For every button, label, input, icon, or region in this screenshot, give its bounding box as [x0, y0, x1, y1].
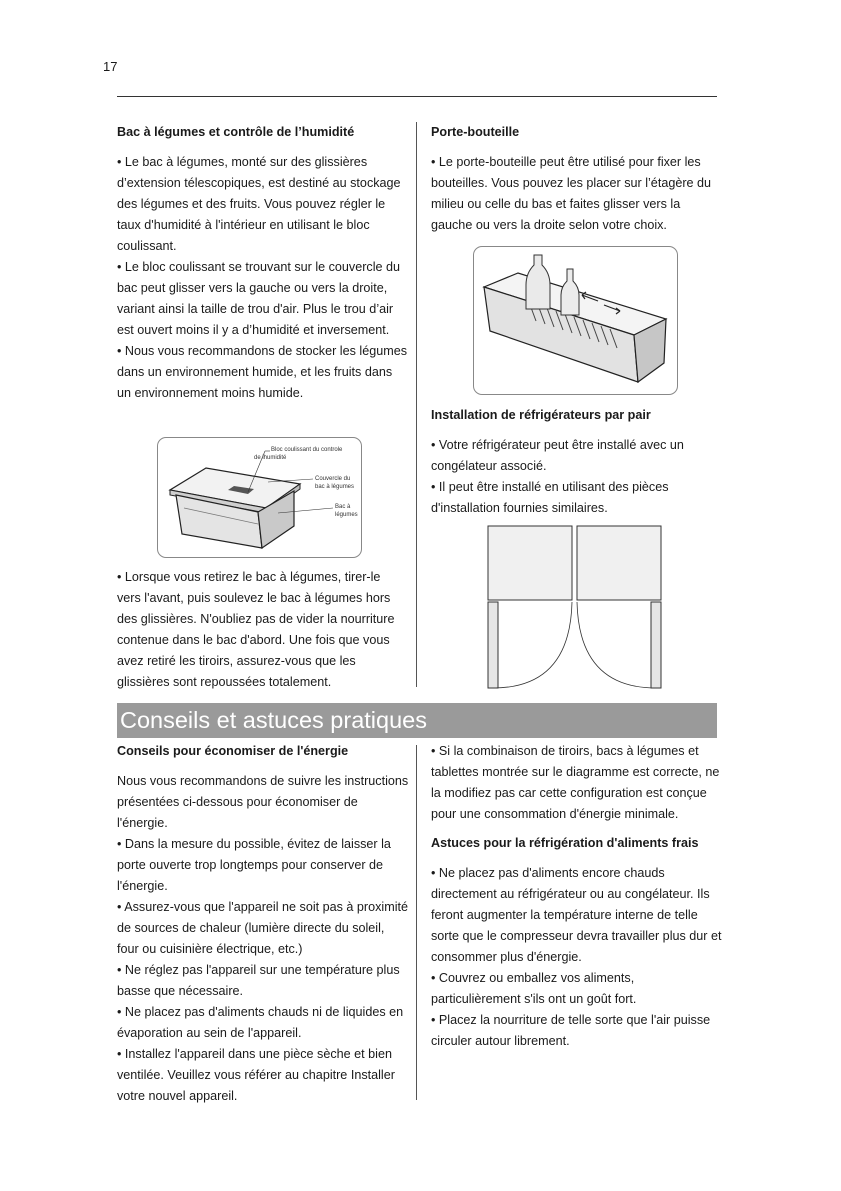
energy-tip-4: • Ne placez pas d'aliments chauds ni de liquides en évaporation au sein de l'appareil. — [117, 1005, 404, 1040]
bottle-small — [561, 269, 579, 315]
energy-tip-3: • Ne réglez pas l'appareil sur une température plus basse que nécessaire. — [117, 963, 400, 998]
energy-tips-intro: Nous vous recommandons de suivre les instructions présentées ci-dessous pour économiser de l'énergie. — [117, 774, 409, 830]
column-divider-bottom — [416, 745, 417, 1100]
label-lid-2: bac à légumes — [315, 484, 355, 490]
bottle-large — [526, 255, 550, 309]
fresh-food-tip-1: • Ne placez pas d'aliments encore chauds directement au réfrigérateur ou au congélateur. Ils feront augmenter la température interne de telle sorte que le compresseur devra travailler plus dur et consommer plus d'énergie. — [431, 866, 722, 964]
label-drawer-1: Bac à — [335, 504, 351, 510]
label-drawer-2: légumes — [335, 512, 358, 518]
crisper-drawer-illustration — [158, 438, 361, 557]
right-door-swing — [577, 602, 656, 688]
configuration-note: • Si la combinaison de tiroirs, bacs à légumes et tablettes montrée sur le diagramme est correcte, ne la modifiez pas car cette configuration est conçue pour une consommation d'énergie minimale. — [431, 744, 720, 821]
crisper-paragraph-2: • Le bloc coulissant se trouvant sur le couvercle du bac peut glisser vers la gauche ou vers la droite, variant ainsi la taille de trou d'air. Plus le trou d’air est ouvert moins il y a d’humidité et inversement. — [117, 260, 401, 337]
column-divider-top — [416, 122, 417, 687]
crisper-title: Bac à légumes et contrôle de l’humidité — [117, 125, 355, 139]
crisper-section — [117, 122, 407, 404]
section-banner — [117, 703, 717, 738]
bottle-holder-section — [431, 122, 721, 236]
energy-tips-section — [117, 741, 409, 1107]
fresh-food-section — [431, 741, 723, 1052]
right-door — [651, 602, 661, 688]
pair-install-title: Installation de réfrigérateurs par pair — [431, 408, 651, 422]
pair-install-paragraph-2: • Il peut être installé en utilisant des pièces d'installation fournies similaires. — [431, 480, 669, 515]
energy-tip-5: • Installez l'appareil dans une pièce sèche et bien ventilée. Veuillez vous référer au chapitre Installer votre nouvel appareil. — [117, 1047, 395, 1103]
pair-install-section — [431, 405, 721, 519]
left-door — [488, 602, 498, 688]
fresh-food-tip-3: • Placez la nourriture de telle sorte que l'air puisse circuler autour librement. — [431, 1013, 711, 1048]
banner-title: Conseils et astuces pratiques — [120, 707, 427, 733]
crisper-removal — [117, 567, 407, 693]
bottle-holder-figure — [473, 246, 678, 395]
fresh-food-tip-2: • Couvrez ou emballez vos aliments, particulièrement s'ils ont un goût fort. — [431, 971, 637, 1006]
bottle-holder-paragraph: • Le porte-bouteille peut être utilisé pour fixer les bouteilles. Vous pouvez les placer sur l’étagère du milieu ou celle du bas et faites glisser vers la gauche ou vers la droite selon votre choix. — [431, 155, 712, 232]
energy-tip-1: • Dans la mesure du possible, évitez de laisser la porte ouverte trop longtemps pour conserver de l'énergie. — [117, 837, 391, 893]
pair-install-paragraph-1: • Votre réfrigérateur peut être installé avec un congélateur associé. — [431, 438, 684, 473]
paired-fridges-illustration — [480, 524, 670, 692]
energy-tip-2: • Assurez-vous que l'appareil ne soit pas à proximité de sources de chaleur (lumière directe du soleil, four ou cuisinière électrique, etc.) — [117, 900, 409, 956]
crisper-figure — [157, 437, 362, 558]
bottle-holder-title: Porte-bouteille — [431, 125, 520, 139]
label-lid-1: Couvercle du — [315, 476, 351, 482]
bottle-holder-illustration — [474, 247, 677, 394]
crisper-paragraph-4: • Lorsque vous retirez le bac à légumes, tirer-le vers l'avant, puis soulevez le bac à légumes hors des glissières. N'oubliez pas de vider la nourriture contenue dans le bac d'abord. Une fois que vous avez retiré les tiroirs, assurez-vous que les glissières sont repoussées totalement. — [117, 570, 395, 689]
left-door-swing — [493, 602, 572, 688]
header-rule — [117, 96, 717, 97]
crisper-paragraph-3: • Nous vous recommandons de stocker les légumes dans un environnement humide, et les fruits dans un environnement moins humide. — [117, 344, 408, 400]
crisper-paragraph-1: • Le bac à légumes, monté sur des glissières d’extension télescopiques, est destiné au stockage des légumes et des fruits. Vous pouvez régler le taux d'humidité à l'intérieur en utilisant le bloc coulissant. — [117, 155, 401, 253]
label-slider-2: de lhumidité — [254, 455, 287, 461]
energy-tips-title: Conseils pour économiser de l'énergie — [117, 744, 349, 758]
fresh-food-title: Astuces pour la réfrigération d'aliments frais — [431, 836, 699, 850]
page-number: 17 — [103, 59, 118, 74]
label-slider-1: Bloc coulissant du controle — [271, 447, 343, 453]
